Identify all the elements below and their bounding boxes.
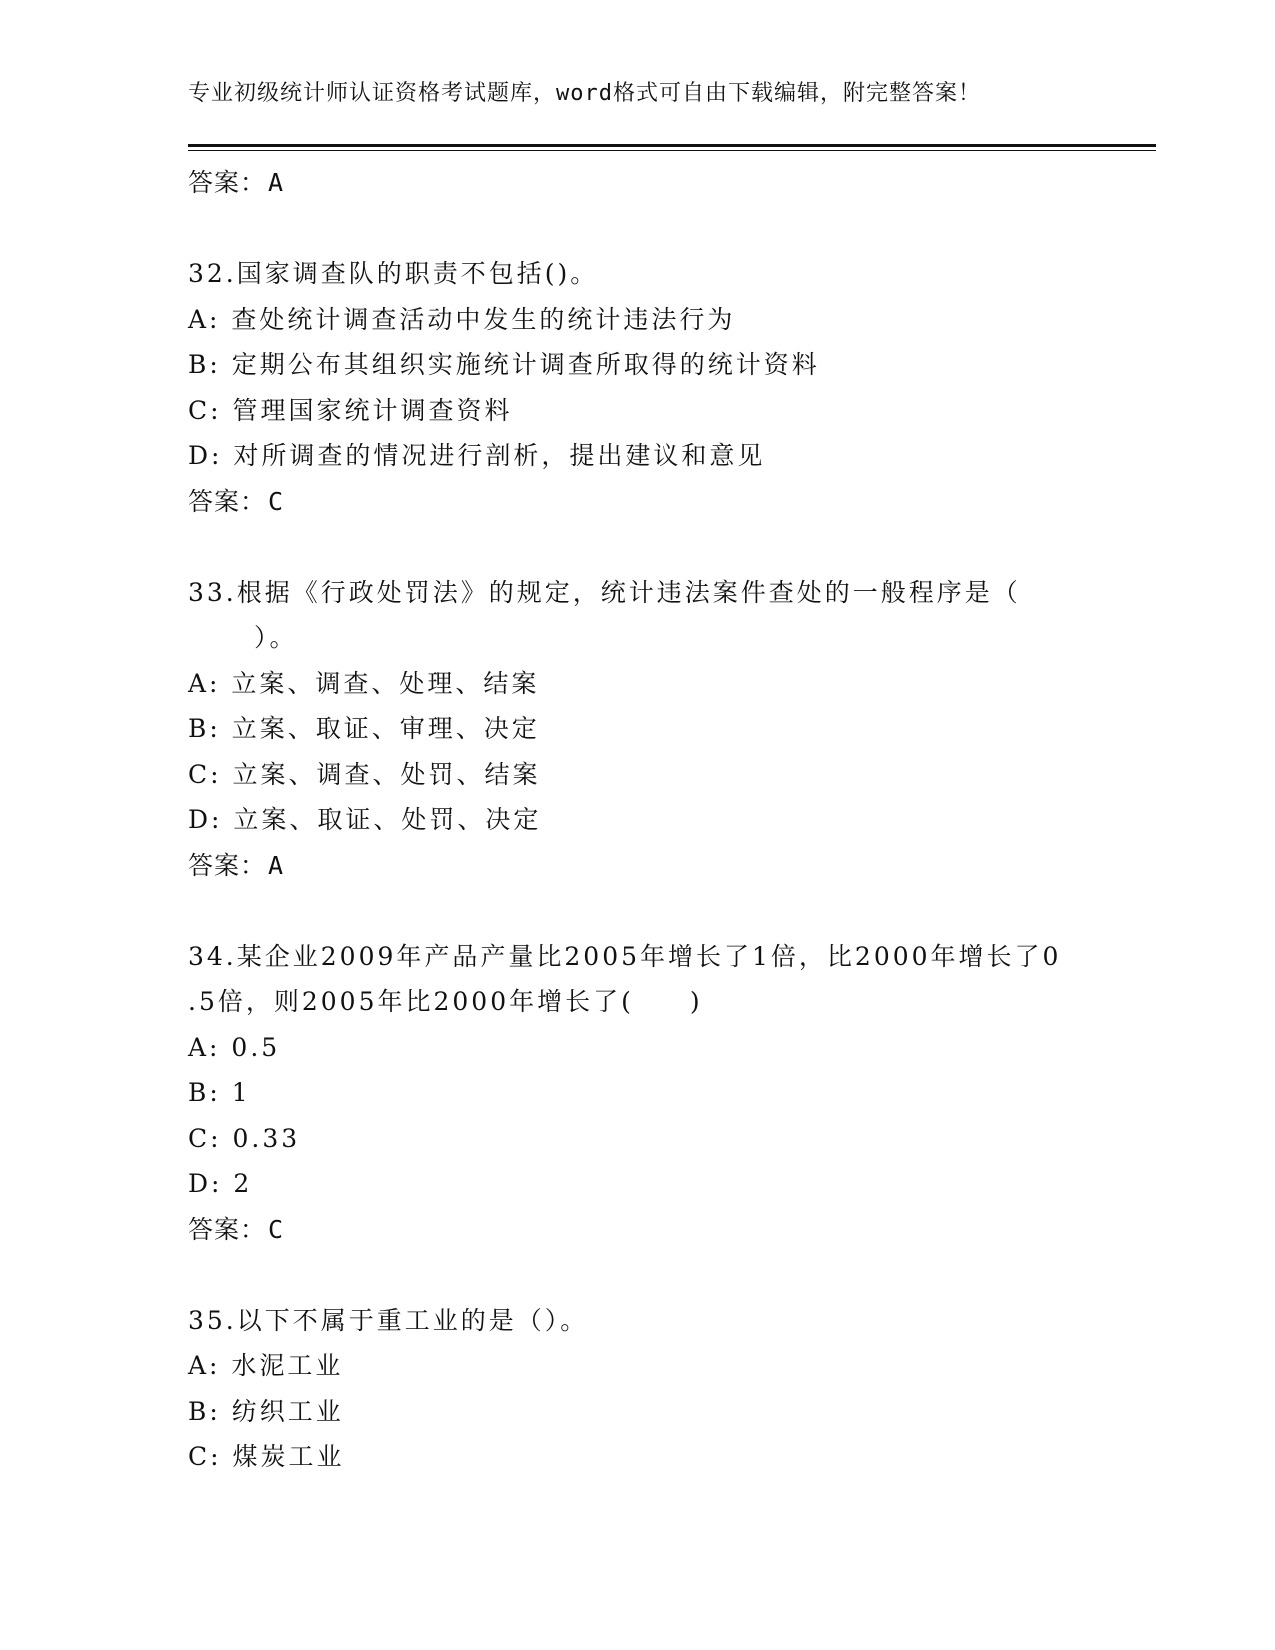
- question-stem: 33.根据《行政处罚法》的规定，统计违法案件查处的一般程序是（: [188, 577, 1021, 607]
- answer-value: C: [268, 1214, 285, 1244]
- option-a: A: 0.5: [188, 1032, 281, 1062]
- answer-label: 答案：: [188, 1214, 267, 1244]
- answer-value: A: [268, 850, 285, 880]
- answer-label: 答案：: [188, 168, 267, 197]
- option-a: A: 水泥工业: [188, 1351, 344, 1380]
- answer-label: 答案：: [188, 486, 267, 516]
- spacer: [188, 206, 1088, 252]
- option-d: D: 对所调查的情况进行剖析，提出建议和意见: [188, 441, 766, 470]
- option-c: C: 立案、调查、处罚、结案: [188, 759, 541, 789]
- spacer: [188, 1252, 1088, 1298]
- option-a: A: 立案、调查、处理、结案: [188, 668, 540, 698]
- spacer: [188, 888, 1088, 934]
- question-33: [188, 570, 1088, 889]
- question-stem: 34.某企业2009年产品产量比2005年增长了1倍，比2000年增长了0: [188, 941, 1062, 971]
- answer-line: [188, 1207, 1088, 1253]
- answer-label: 答案：: [188, 850, 267, 880]
- option-b: B: 定期公布其组织实施统计调查所取得的统计资料: [188, 350, 820, 379]
- option-c: C: 0.33: [188, 1123, 301, 1153]
- option-a: A: 查处统计调查活动中发生的统计违法行为: [188, 304, 736, 334]
- question-stem-continued: ）。: [254, 623, 298, 652]
- prev-answer-line: [188, 160, 1088, 206]
- option-c: C: 管理国家统计调查资料: [188, 395, 513, 425]
- answer-line: [188, 479, 1088, 525]
- question-32: [188, 251, 1088, 524]
- option-b: B: 纺织工业: [188, 1396, 344, 1426]
- document-body: [188, 160, 1088, 1480]
- header-rule-thick: [188, 144, 1156, 147]
- spacer: [188, 524, 1088, 570]
- page-header-text: 专业初级统计师认证资格考试题库，word格式可自由下载编辑，附完整答案！: [188, 81, 981, 106]
- option-b: B: 立案、取证、审理、决定: [188, 714, 540, 743]
- question-stem: 32.国家调查队的职责不包括()。: [188, 259, 599, 288]
- question-34: [188, 934, 1088, 1253]
- option-d: D: 2: [188, 1169, 253, 1198]
- option-c: C: 煤炭工业: [188, 1442, 345, 1471]
- question-stem: 35.以下不属于重工业的是（）。: [188, 1305, 589, 1335]
- question-stem-continued: .5倍，则2005年比2000年增长了( ): [188, 987, 703, 1016]
- answer-value: C: [268, 486, 285, 516]
- header-rule-thin: [188, 150, 1156, 151]
- option-b: B: 1: [188, 1078, 251, 1107]
- answer-line: [188, 843, 1088, 889]
- answer-value: A: [268, 168, 285, 197]
- question-35: [188, 1298, 1088, 1480]
- option-d: D: 立案、取证、处罚、决定: [188, 805, 542, 834]
